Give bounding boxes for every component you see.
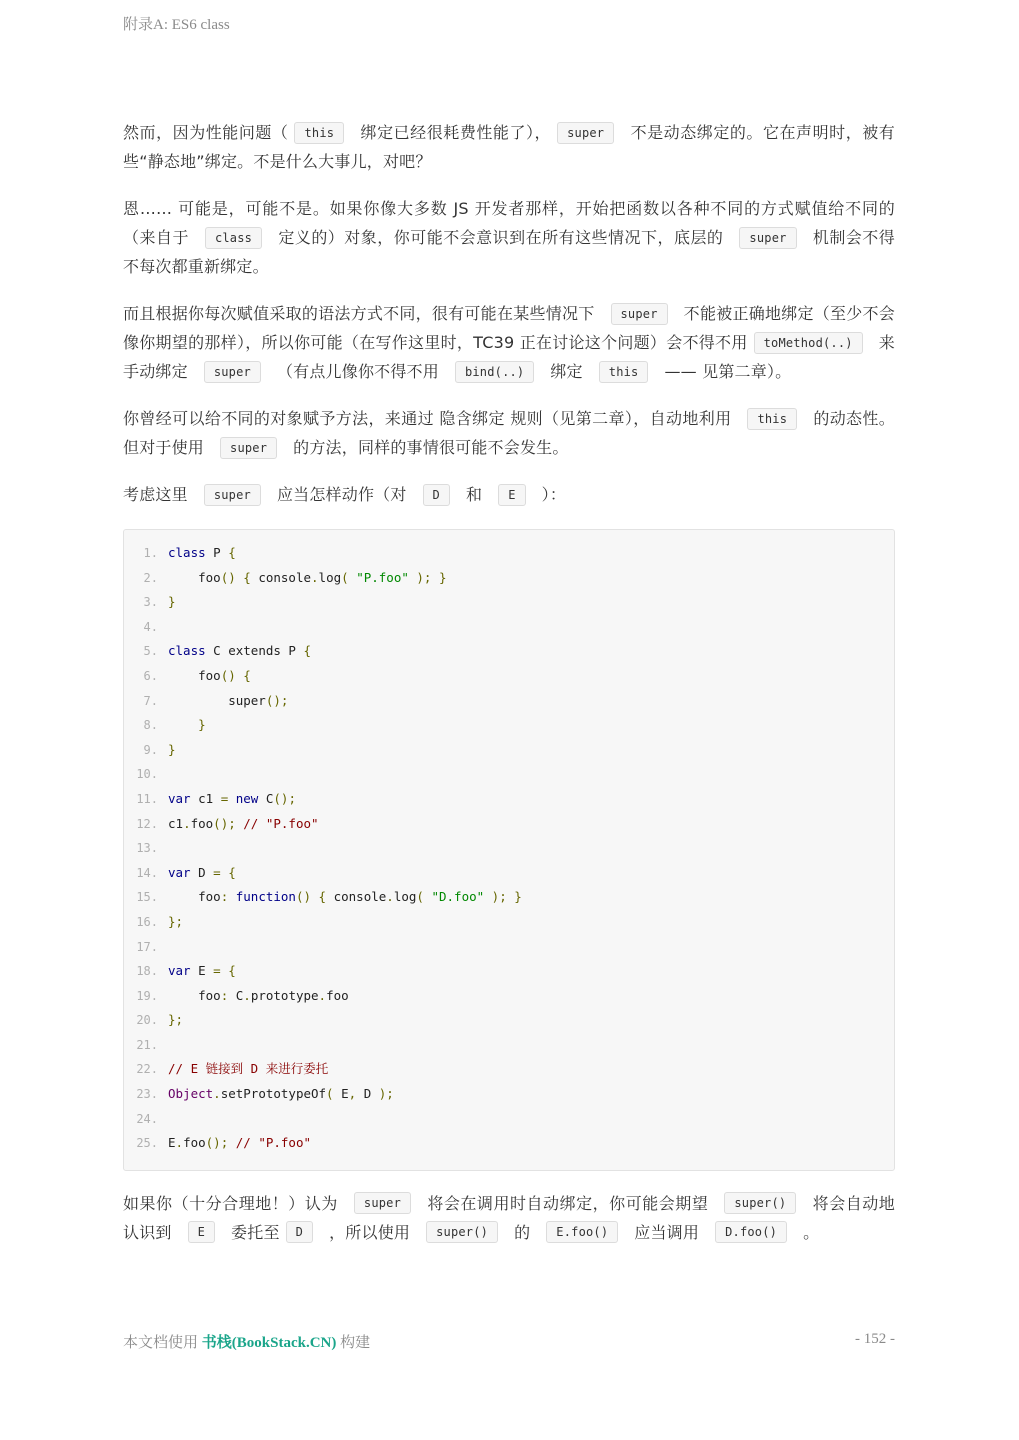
line-number: 21. — [136, 1037, 158, 1052]
inline-code: super — [220, 437, 277, 459]
page-content — [123, 118, 895, 1265]
text: 和 — [465, 485, 483, 504]
text: 委托至 — [231, 1222, 280, 1242]
text: 将会自动地认识到 — [123, 1193, 895, 1242]
inline-code: super — [611, 303, 668, 325]
text: 应当怎样动作（对 — [276, 485, 407, 504]
text: 将会在调用时自动绑定，你可能会期望 — [427, 1193, 709, 1213]
text: 的方法，同样的事情很可能不会发生。 — [293, 438, 569, 457]
code-line: 8. } — [124, 713, 894, 738]
footer-prefix: 本文档使用 — [123, 1335, 202, 1351]
text: 绑定 — [550, 362, 583, 381]
inline-code: E — [498, 484, 525, 506]
text: 的动态性。但对于使用 — [123, 409, 895, 457]
code-line: 16. }; — [124, 910, 894, 935]
text: 你曾经可以给不同的对象赋予方法，来通过 隐含绑定 规则（见第二章），自动地利用 — [123, 409, 732, 428]
running-header: 附录A: ES6 class — [123, 17, 230, 33]
line-number: 13. — [136, 841, 158, 856]
text: 然而，因为性能问题（ — [123, 123, 289, 142]
text: 机制会不得不每次都重新绑定。 — [123, 228, 895, 276]
text: ，所以使用 — [329, 1222, 411, 1242]
code-line — [124, 935, 894, 960]
inline-code: toMethod(..) — [754, 332, 863, 354]
line-number: 2. — [143, 570, 158, 585]
code-line — [124, 1033, 894, 1058]
text: （有点儿像你不得不用 — [276, 362, 439, 381]
line-number: 11. — [136, 791, 158, 806]
line-number: 1. — [143, 546, 158, 560]
text: 恩…… 可能是，可能不是。如果你像大多数 JS 开发者那样，开始把函数以各种不同的方式赋值给不同的（来自于 — [123, 199, 895, 247]
text: 不是动态绑定的。它在声明时，被有些“静态地”绑定。不是什么大事儿，对吧？ — [123, 123, 895, 171]
line-number: 8. — [143, 718, 158, 733]
code-line: 3. } — [124, 590, 894, 615]
line-number: 6. — [143, 668, 158, 683]
code-line: 12. c1.foo(); // "P.foo" — [124, 812, 894, 837]
text: ）： — [541, 485, 567, 504]
code-line: 1. class P { — [124, 541, 894, 566]
paragraph-2 — [123, 194, 895, 281]
inline-code: this — [747, 408, 797, 430]
inline-code: super — [204, 484, 261, 506]
line-number: 7. — [143, 693, 158, 708]
line-number: 16. — [136, 914, 158, 929]
inline-code: bind(..) — [455, 361, 534, 383]
line-number: 15. — [136, 890, 158, 905]
text: —— 见第二章）。 — [664, 362, 792, 381]
code-line: 9. } — [124, 738, 894, 763]
paragraph-3 — [123, 299, 895, 386]
inline-code: D — [423, 484, 450, 506]
text: 定义的）对象，你可能不会意识到在所有这些情况下，底层的 — [278, 228, 724, 247]
inline-code: super — [204, 361, 261, 383]
code-line: 18. var E = { — [124, 959, 894, 984]
text: 。 — [803, 1222, 820, 1242]
text: 不能被正确地绑定（至少不会像你期望的那样），所以你可能（在写作这里时，TC39 正在讨论这个问题）会不得不用 — [123, 304, 895, 352]
text: 而且根据你每次赋值采取的语法方式不同，很有可能在某些情况下 — [123, 304, 595, 323]
text: 应当调用 — [634, 1222, 700, 1242]
text: 绑定已经很耗费性能了）， — [360, 123, 552, 142]
code-line: 19. foo: C.prototype.foo — [124, 984, 894, 1009]
line-number: 4. — [143, 619, 158, 634]
line-number: 14. — [136, 865, 158, 880]
inline-code: super() — [426, 1221, 498, 1243]
code-line: 2. foo() { console.log( "P.foo" ); } — [124, 566, 894, 591]
text: 的 — [514, 1222, 531, 1242]
line-number: 25. — [136, 1136, 158, 1151]
inline-code: super — [557, 122, 614, 144]
code-line: 6. foo() { — [124, 664, 894, 689]
code-line — [124, 762, 894, 787]
inline-code: D — [286, 1221, 313, 1243]
page-footer — [123, 1331, 895, 1352]
inline-code: D.foo() — [715, 1221, 787, 1243]
code-line: 23. Object.setPrototypeOf( E, D ); — [124, 1082, 894, 1107]
code-line — [124, 615, 894, 640]
code-line — [124, 836, 894, 861]
code-line: 5. class C extends P { — [124, 639, 894, 664]
text: 考虑这里 — [123, 485, 188, 504]
line-number: 3. — [143, 595, 158, 610]
line-number: 5. — [143, 644, 158, 659]
code-line: 20. }; — [124, 1008, 894, 1033]
code-line: 22. // E 链接到 D 来进行委托 — [124, 1057, 894, 1082]
code-line: 11. var c1 = new C(); — [124, 787, 894, 812]
page-number: - 152 - — [855, 1331, 895, 1347]
line-number: 23. — [136, 1087, 158, 1102]
text: 来手动绑定 — [123, 333, 895, 381]
inline-code: E.foo() — [546, 1221, 618, 1243]
line-number: 17. — [136, 939, 158, 954]
line-number: 24. — [136, 1111, 158, 1126]
code-line: 15. foo: function() { console.log( "D.foo" ); } — [124, 885, 894, 910]
line-number: 18. — [136, 964, 158, 979]
brand-link[interactable]: 书栈(BookStack.CN) — [201, 1335, 337, 1351]
line-number: 10. — [136, 767, 158, 782]
line-number: 12. — [136, 816, 158, 831]
code-line: 14. var D = { — [124, 861, 894, 886]
inline-code: super — [354, 1192, 411, 1214]
text: 如果你（十分合理地！）认为 — [123, 1193, 338, 1213]
inline-code: super() — [724, 1192, 796, 1214]
paragraph-1 — [123, 118, 895, 176]
line-number: 19. — [136, 988, 158, 1003]
code-line: 7. super(); — [124, 689, 894, 714]
paragraph-6 — [123, 1189, 895, 1247]
line-number: 20. — [136, 1013, 158, 1028]
code-block — [123, 529, 895, 1171]
inline-code: class — [205, 227, 262, 249]
line-number: 22. — [136, 1062, 158, 1077]
paragraph-5 — [123, 480, 895, 509]
inline-code: this — [599, 361, 649, 383]
code-line: 25. E.foo(); // "P.foo" — [124, 1131, 894, 1156]
footer-suffix: 构建 — [336, 1335, 371, 1351]
inline-code: super — [739, 227, 796, 249]
code-line — [124, 1107, 894, 1132]
paragraph-4 — [123, 404, 895, 462]
line-number: 9. — [143, 742, 158, 757]
inline-code: E — [188, 1221, 215, 1243]
inline-code: this — [294, 122, 344, 144]
